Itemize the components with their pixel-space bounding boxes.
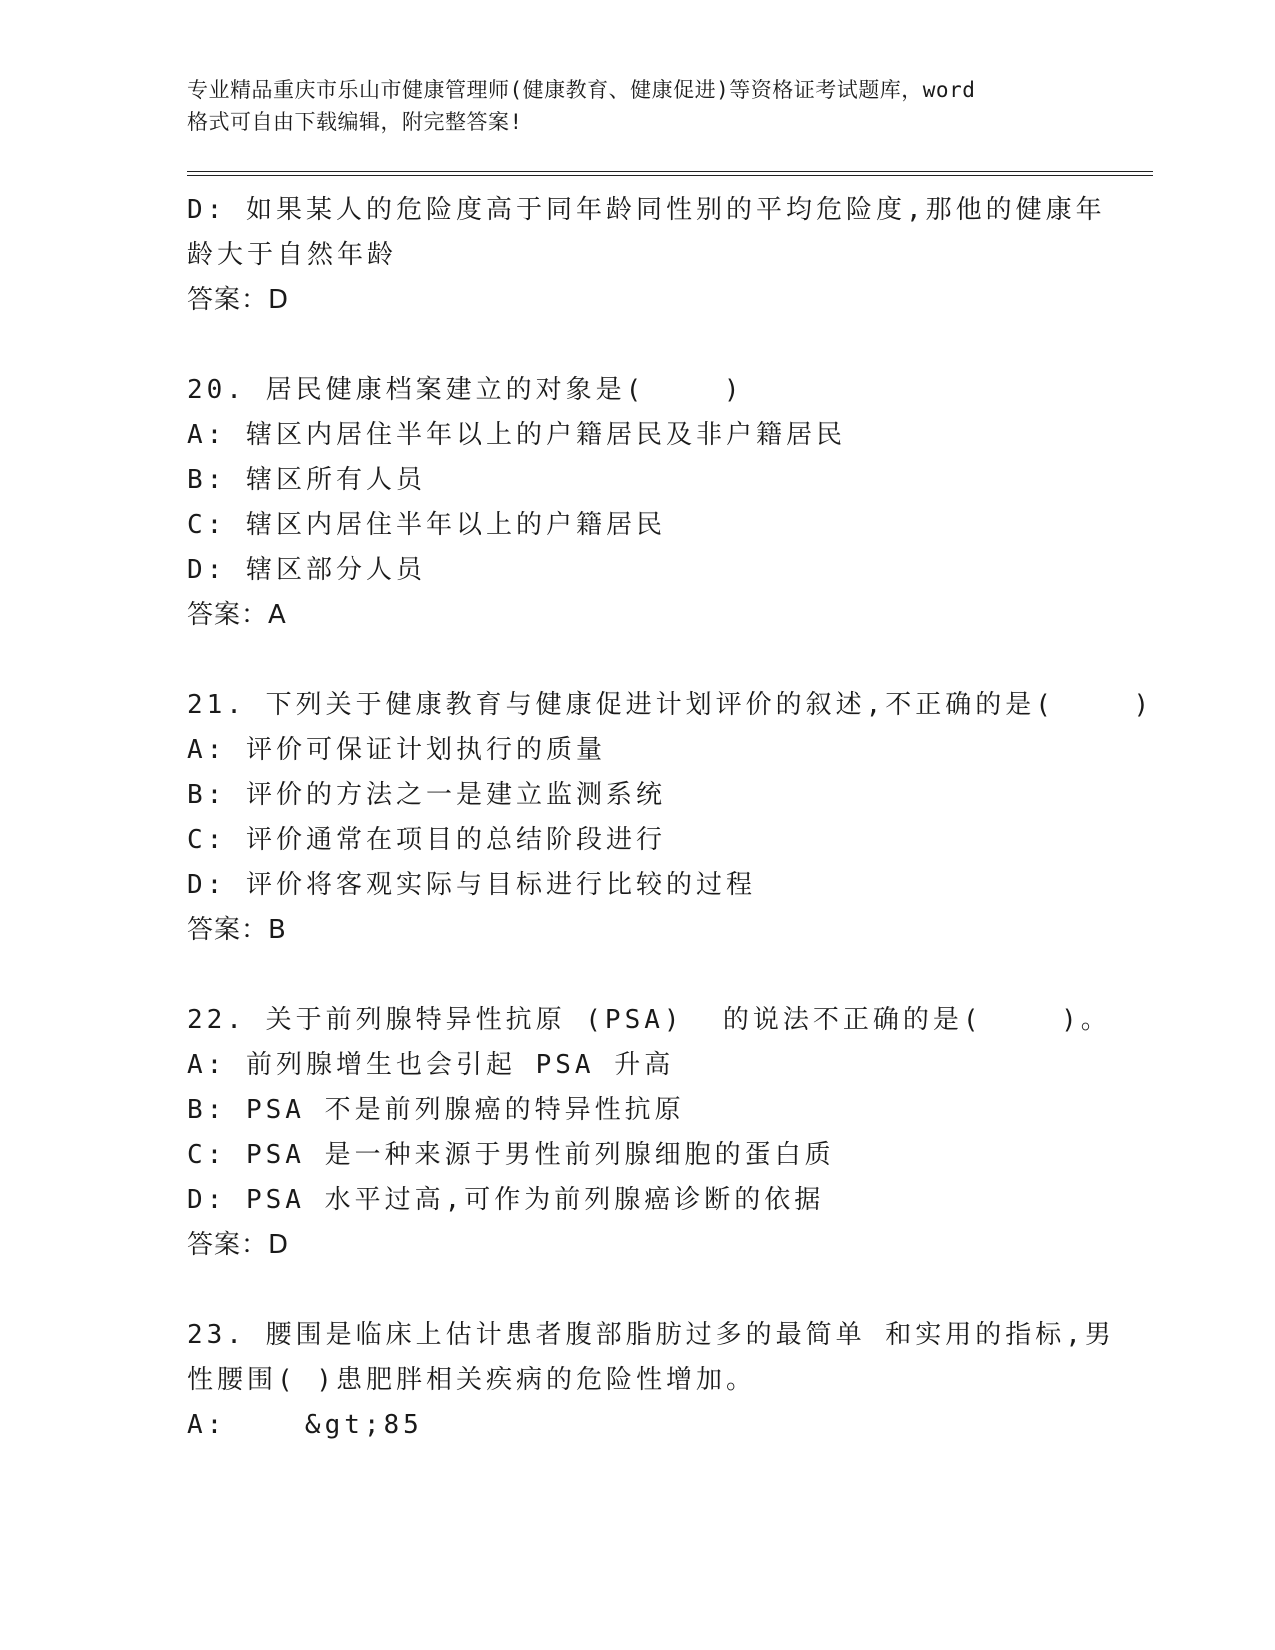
header-line-1: 专业精品重庆市乐山市健康管理师(健康教育、健康促进)等资格证考试题库，word [187, 78, 976, 102]
option-b: B: 辖区所有人员 [187, 465, 426, 495]
question-23 [187, 1313, 1115, 1448]
spacer [187, 953, 1087, 998]
question-stem-continued: 性腰围( )患肥胖相关疾病的危险性增加。 [187, 1365, 756, 1395]
spacer [187, 323, 1087, 368]
option-b: B: PSA 不是前列腺癌的特异性抗原 [187, 1095, 685, 1125]
header-rule-bottom [187, 175, 1153, 176]
option-c: C: 辖区内居住半年以上的户籍居民 [187, 510, 666, 540]
header-rule-top [187, 171, 1153, 172]
question-stem: 22. 关于前列腺特异性抗原 (PSA) 的说法不正确的是( )。 [187, 1005, 1111, 1035]
question-stem: 23. 腰围是临床上估计患者腹部脂肪过多的最简单 和实用的指标,男 [187, 1320, 1115, 1350]
answer: 答案：A [187, 600, 287, 630]
option-d: D: 评价将客观实际与目标进行比较的过程 [187, 870, 756, 900]
question-stem: 21. 下列关于健康教育与健康促进计划评价的叙述,不正确的是( ) [187, 690, 1154, 720]
answer: 答案：D [187, 285, 290, 315]
document-header [187, 74, 1087, 138]
option-a: A: 评价可保证计划执行的质量 [187, 735, 606, 765]
answer: 答案：B [187, 915, 287, 945]
answer: 答案：D [187, 1230, 290, 1260]
option-d: D: 辖区部分人员 [187, 555, 426, 585]
option-a: A: &gt;85 [187, 1410, 423, 1440]
question-19-tail [187, 188, 1106, 323]
question-stem: 20. 居民健康档案建立的对象是( ) [187, 375, 744, 405]
question-21 [187, 683, 1154, 953]
option-d: D: PSA 水平过高,可作为前列腺癌诊断的依据 [187, 1185, 825, 1215]
option-d: D: 如果某人的危险度高于同年龄同性别的平均危险度,那他的健康年 [187, 195, 1106, 225]
spacer [187, 638, 1087, 683]
question-list [187, 188, 1154, 1448]
option-a: A: 前列腺增生也会引起 PSA 升高 [187, 1050, 675, 1080]
question-20 [187, 368, 1087, 638]
question-22 [187, 998, 1111, 1268]
option-a: A: 辖区内居住半年以上的户籍居民及非户籍居民 [187, 420, 846, 450]
option-c: C: 评价通常在项目的总结阶段进行 [187, 825, 666, 855]
header-line-2: 格式可自由下载编辑，附完整答案! [187, 110, 523, 134]
option-b: B: 评价的方法之一是建立监测系统 [187, 780, 666, 810]
option-c: C: PSA 是一种来源于男性前列腺细胞的蛋白质 [187, 1140, 835, 1170]
option-d-continued: 龄大于自然年龄 [187, 240, 398, 270]
spacer [187, 1268, 1087, 1313]
